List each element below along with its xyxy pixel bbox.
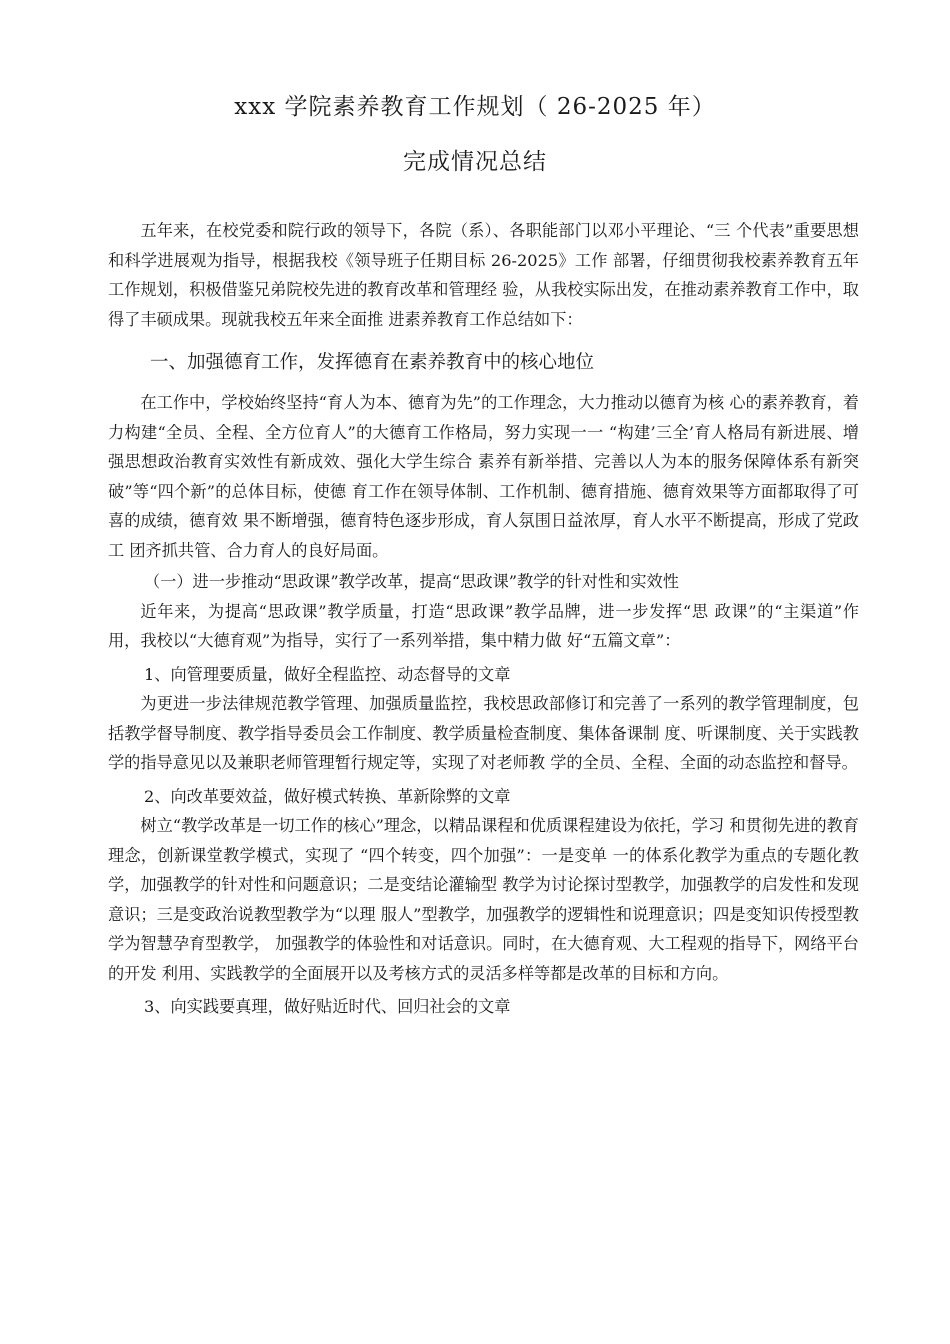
document-subtitle: 完成情况总结 — [403, 149, 547, 175]
subsection-1-heading: （一）进一步推动“思政课”教学改革，提高“思政课”教学的针对性和实效性 — [144, 572, 679, 591]
intro-paragraph: 五年来，在校党委和院行政的领导下，各院（系）、各职能部门以邓小平理论、“三 个代表”重要思想和科学进展观为指导，根据我校《领导班子任期目标 26-2025》工作 部署，仔细贯彻我校素养教育五年工作规划，积极借鉴兄弟院校先进的教育改革和管理经 验，从我校实际出发，在推动素养教育工作中，取得了丰硕成果。现就我校五年来全面推 进素养教育工作总结如下： — [108, 221, 859, 329]
item-3-heading: 3、向实践要真理，做好贴近时代、回归社会的文章 — [144, 997, 511, 1016]
document-title: xxx 学院素养教育工作规划（ 26-2025 年） — [234, 94, 716, 120]
item-2-heading: 2、向改革要效益，做好模式转换、革新除弊的文章 — [144, 786, 511, 806]
subsection-1-paragraph: 近年来，为提高“思政课”教学质量，打造“思政课”教学品牌，进一步发挥“思 政课”的“主渠道”作用，我校以“大德育观”为指导，实行了一系列举措，集中精力做 好“五篇文章”： — [108, 601, 859, 650]
section-1-heading: 一、加强德育工作，发挥德育在素养教育中的核心地位 — [150, 352, 595, 373]
document-body — [108, 216, 859, 1022]
item-2-paragraph: 树立“教学改革是一切工作的核心”理念，以精品课程和优质课程建设为依托，学习 和贯彻先进的教育理念，创新课堂教学模式，实现了 “四个转变，四个加强”：一是变单 一的体系化教学为重点的专题化教学，加强教学的针对性和问题意识；二是变结论灌输型 教学为讨论探讨型教学，加强教学的启发性和发现意识；三是变政治说教型教学为“以理 服人”型教学，加强教学的逻辑性和说理意识；四是变知识传授型教学为智慧孕育型教学， 加强教学的体验性和对话意识。同时，在大德育观、大工程观的指导下，网络平台的开发 利用、实践教学的全面展开以及考核方式的灵活多样等都是改革的目标和方向。 — [108, 816, 859, 983]
item-1-paragraph: 为更进一步法律规范教学管理、加强质量监控，我校思政部修订和完善了一系列的教学管理制度，包括教学督导制度、教学指导委员会工作制度、教学质量检查制度、集体备课制 度、听课制度、关于实践教学的指导意见以及兼职老师管理暂行规定等，实现了对老师教 学的全员、全程、全面的动态监控和督导。 — [108, 694, 859, 772]
section-1-paragraph: 在工作中，学校始终坚持“育人为本、德育为先”的工作理念，大力推动以德育为核 心的素养教育，着力构建“全员、全程、全方位育人”的大德育工作格局，努力实现一一 “构建’三全’育人格局有新进展、增强思想政治教育实效性有新成效、强化大学生综合 素养有新举措、完善以人为本的服务保障体系有新突破”等“四个新”的总体目标，使德 育工作在领导体制、工作机制、德育措施、德育效果等方面都取得了可喜的成绩，德育效 果不断增强，德育特色逐步形成，育人氛围日益浓厚，育人水平不断提高，形成了党政工 团齐抓共管、合力育人的良好局面。 — [108, 393, 859, 560]
item-1-heading: 1、向管理要质量，做好全程监控、动态督导的文章 — [144, 664, 511, 684]
